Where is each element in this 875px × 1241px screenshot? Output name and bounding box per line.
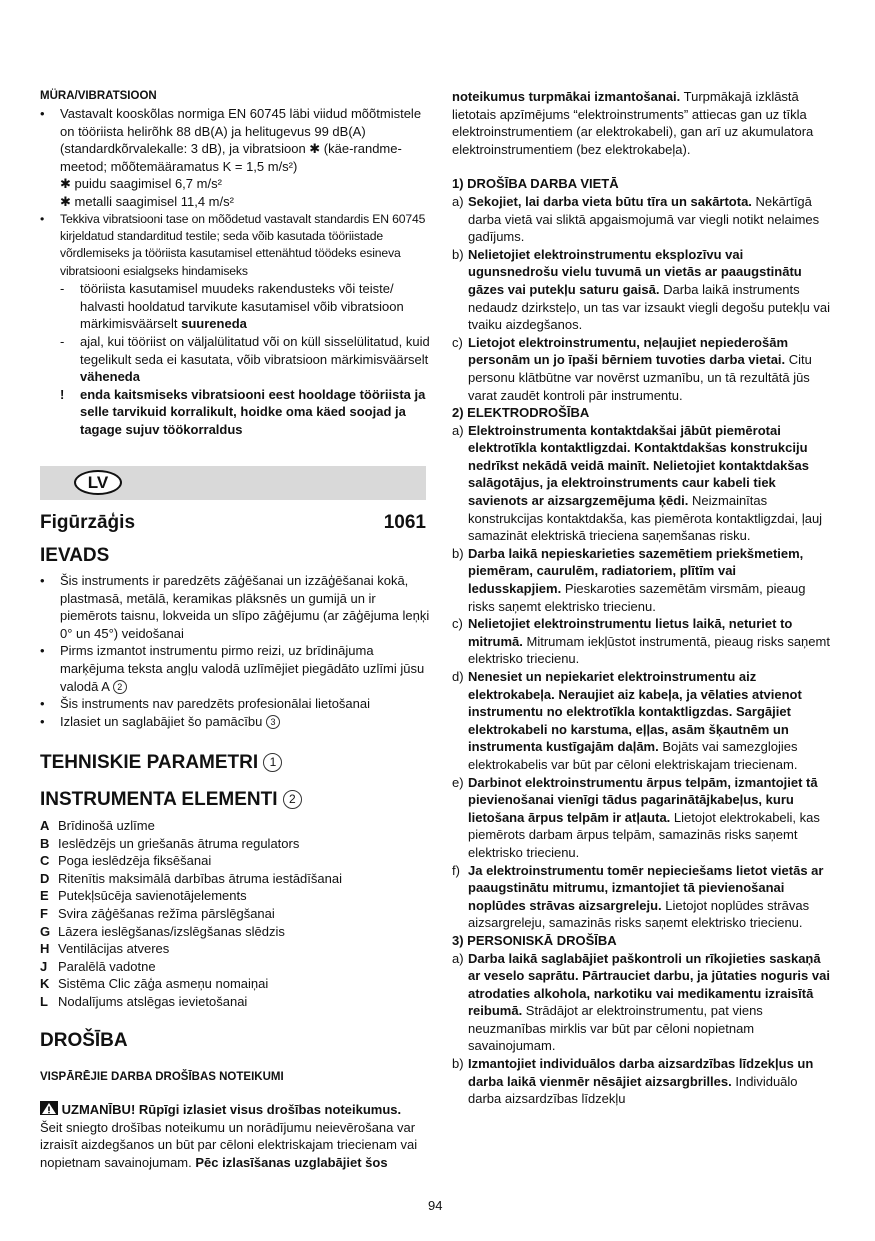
- rule-bold: Darba laikā saglabājiet paškontroli un rīkojieties saskaņā ar veselo saprātu. Pārtrauciet darbu, ja jūtaties noguris vai atrodaties alkohola, narkotiku vai medikamentu izraisītā reibumā.: [468, 950, 830, 1019]
- element-label: Paralēlā vadotne: [58, 958, 156, 974]
- tech-params-title: TEHNISKIE PARAMETRI 1: [40, 751, 282, 775]
- element-item: [40, 870, 430, 888]
- rule-item: [452, 615, 832, 668]
- rule-text: [468, 193, 832, 246]
- rule-body: Lietojot noplūdes strāvas aizsargreleju, samazinās risks saņemt elektrisko triecienu.: [468, 897, 810, 931]
- rule-bold: Nenesiet un nepiekariet elektroinstrumentu aiz elektrokabeļa. Neraujiet aiz kabeļa, ja vēlaties atvienot instrumentu no elektrotīkla kontaktligzdas. Sargājiet elektrokabeli no karstuma, eļļas, asām šķautnēm un instrumenta kustīgajām daļām.: [468, 669, 802, 755]
- rule-bold: Darba laikā nepieskarieties sazemētiem priekšmetiem, piemēram, caurulēm, radiatoriem, plītīm vai ledusskapjiem.: [468, 545, 804, 597]
- bullet: •: [40, 696, 45, 712]
- element-key: J: [40, 958, 48, 974]
- rule-body: Lietojot elektrokabeli, kas piemērots darbam ārpus telpām, samazinās risks saņemt elektrisko triecienu.: [468, 809, 820, 860]
- rule-mark: d): [452, 669, 464, 684]
- right-column: [452, 88, 832, 1108]
- rule-item: [452, 545, 832, 615]
- element-label: Putekļsūcēja savienotājelements: [58, 888, 247, 904]
- list-item-label: Šis instruments ir paredzēts zāģēšanai un izzāģēšanai kokā, plastmasā, metālā, keramikas plāksnēs un gumijā un ir piemērots taisnu, lokveida un slīpo zāģējumu (ar zāģējuma leņķi 0° un 45°) veidošanai: [60, 573, 430, 641]
- rule-text: [468, 668, 832, 774]
- rule-body: Neizmainītas konstrukcijas kontaktdakša, kas piemērota kontaktligzdai, ļauj samazināt elektriskā trieciena saņemšanas risku.: [468, 493, 823, 544]
- list-item: [40, 105, 430, 175]
- rule-body: Nekārtīgā darba vietā vai sliktā apgaismojumā var viegli notikt nelaimes gadījums.: [468, 193, 820, 245]
- rule-bold: Izmantojiet individuālos darba aizsardzības līdzekļus un darba laikā vienmēr nēsājiet aizsargbrilles.: [468, 1056, 814, 1089]
- rule-bold: Elektroinstrumenta kontaktdakšai jābūt piemērotai elektrotīkla kontaktligzdai. Kontaktdakšas konstrukciju nedrīkst nekādā veidā mainīt. Nelietojiet kontaktdakšas salāgotājus, ja elektroinstruments caur kabeli tiek savienots ar aizsargzemējuma ķēdi.: [468, 422, 810, 509]
- language-badge: LV: [74, 470, 122, 495]
- figure-ref: 1: [263, 753, 282, 772]
- rule-mark: a): [452, 950, 464, 966]
- element-label: Brīdinošā uzlīme: [58, 818, 155, 833]
- product-number: 1061: [383, 512, 426, 533]
- rule-mark: b): [452, 545, 464, 561]
- list-item-text: [60, 713, 430, 731]
- list-item: - ajal, kui tööriist on väljalülitatud või on küll sisselülitatud, kuid tegelikult seda ei kasutata, võib vibratsioon märkimisväärselt väheneda: [60, 333, 430, 385]
- element-key: E: [40, 888, 49, 904]
- section-title: 3) PERSONISKĀ DROŠĪBA: [452, 932, 617, 948]
- rule-body: Bojāts vai samezglojies elektrokabelis var būt par cēloni elektriskajam triecienam.: [468, 739, 798, 772]
- intro-list: [40, 572, 430, 730]
- bullet: •: [40, 211, 45, 226]
- rule-text: [468, 422, 832, 545]
- bullet: •: [40, 573, 45, 588]
- element-key: L: [40, 993, 48, 1009]
- noise-text: Vastavalt kooskõlas normiga EN 60745 läbi viidud mõõtmistele on tööriista helirõhk 88 dB(A) ja helitugevus 99 dB(A) (standardkõrvalekalle: 3 dB), ja vibratsioon ✱ (käe-randme-meetod; mõõtemääramatus K = 1,5 m/s²): [60, 106, 422, 174]
- rule-text: [468, 950, 832, 1056]
- rule-bold: Sekojiet, lai darba vieta būtu tīra un sakārtota.: [468, 193, 752, 209]
- rule-mark: c): [452, 334, 463, 350]
- safety-sections: [452, 175, 832, 1107]
- rule-item: [452, 334, 832, 404]
- list-item-label: Izlasiet un saglabājiet šo pamācību: [60, 713, 266, 729]
- list-item: [40, 572, 430, 642]
- element-item: [40, 958, 430, 976]
- rule-body: Strādājot ar elektroinstrumentu, pat viens neuzmanības mirklis var būt par cēloni nopietnam savainojumam.: [468, 1003, 763, 1054]
- list-item-text: [60, 695, 430, 713]
- rule-bold: Nelietojiet elektroinstrumentu eksplozīvu vai ugunsnedrošu vielu tuvumā un vietās ar paaugstinātu gāzes vai putekļu saturu gaisā.: [468, 246, 802, 297]
- noise-title: MÜRA/VIBRATSIOON: [40, 90, 157, 102]
- rule-text: [468, 615, 832, 668]
- figure-ref: 3: [266, 715, 280, 729]
- element-label: Ieslēdzējs un griešanās ātruma regulators: [58, 835, 300, 851]
- element-key: A: [40, 818, 50, 833]
- element-item: [40, 887, 430, 905]
- element-key: H: [40, 941, 50, 957]
- rule-text: [468, 545, 832, 615]
- bullet: •: [40, 713, 45, 729]
- vibration-text: Tekkiva vibratsiooni tase on mõõdetud vastavalt standardis EN 60745 kirjeldatud standarditud testile; seda võib kasutada tööriistade võrdlemiseks ja tööriista kasutamisel ettenähtud töödeks esineva vibratsiooni esialgseks hindamiseks: [60, 211, 426, 278]
- element-item: [40, 835, 430, 853]
- elements-title: INSTRUMENTA ELEMENTI 2: [40, 788, 302, 812]
- element-label: Sistēma Clic zāģa asmeņu nomaiņai: [58, 976, 269, 992]
- rule-text: [468, 862, 832, 932]
- element-item: [40, 975, 430, 993]
- bullet: •: [40, 106, 45, 121]
- rule-item: [452, 862, 832, 932]
- list-item-text: [60, 642, 430, 695]
- rule-item: [452, 950, 832, 1056]
- figure-ref: 2: [283, 790, 302, 809]
- rule-body: Pieskaroties sazemētām virsmām, pieaug risks saņemt elektrisko triecienu.: [468, 581, 806, 614]
- warning-icon: [40, 1102, 58, 1117]
- intro-continuation: noteikumus turpmākai izmantošanai. Turpmākajā izklāstā lietotais apzīmējums “elektroinstruments” attiecas gan uz tīkla elektroinstrumentiem (ar elektrokabeli), gan arī uz akumulatora elektroinstrumentiem (bez elektrokabeļa).: [452, 89, 814, 157]
- page-number: 94: [428, 1198, 443, 1213]
- rule-mark: a): [452, 422, 464, 438]
- exclamation-icon: !: [60, 386, 65, 402]
- element-key: C: [40, 853, 50, 869]
- product-header: [40, 511, 426, 535]
- rule-item: [452, 668, 832, 774]
- rule-mark: a): [452, 193, 464, 209]
- product-name: Figūrzāģis: [40, 512, 136, 533]
- rule-body: Mitrumam iekļūstot instrumentā, pieaug risks saņemt elektrisko triecienu.: [468, 633, 830, 667]
- language-band: [40, 466, 426, 500]
- element-item: [40, 817, 430, 835]
- intro-title: IEVADS: [40, 545, 110, 566]
- rule-item: [452, 774, 832, 862]
- rule-mark: b): [452, 246, 464, 262]
- element-key: D: [40, 870, 50, 886]
- element-label: Ritenītis maksimālā darbības ātruma iestādīšanai: [58, 870, 342, 886]
- rule-item: [452, 1055, 832, 1108]
- element-label: Svira zāģēšanas režīma pārslēgšanai: [58, 905, 275, 921]
- element-label: Lāzera ieslēgšanas/izslēgšanas slēdzis: [58, 923, 285, 939]
- rule-body: Citu personu klātbūtne var novērst uzmanību, un tā rezultātā jūs varat zaudēt kontroli pār instrumentu.: [468, 352, 812, 403]
- rule-text: [468, 774, 832, 862]
- rule-mark: b): [452, 1056, 464, 1072]
- rule-text: [468, 246, 832, 334]
- list-item: [40, 211, 430, 281]
- rule-item: [452, 422, 832, 545]
- element-label: Poga ieslēdzēja fiksēšanai: [58, 853, 212, 869]
- warning-paragraph: UZMANĪBU! Rūpīgi izlasiet visus drošības noteikumus. Šeit sniegto drošības noteikumu un norādījumu neievērošana var izraisīt aizdegšanos un būt par cēloni elektriskajam triecienam vai nopietnam savainojumam. Pēc izlasīšanas uzglabājiet šos: [40, 1102, 418, 1170]
- general-rules-title: VISPĀRĒJIE DARBA DROŠĪBAS NOTEIKUMI: [40, 1071, 284, 1083]
- rule-mark: e): [452, 774, 464, 790]
- element-item: [40, 923, 430, 941]
- bullet: •: [40, 643, 45, 659]
- section-title: 2) ELEKTRODROŠĪBA: [452, 405, 590, 421]
- element-key: F: [40, 905, 48, 921]
- elements-list: [40, 817, 430, 1011]
- section-title: 1) DROŠĪBA DARBA VIETĀ: [452, 176, 619, 192]
- noise-star-metal: ✱ metalli saagimisel 11,4 m/s²: [60, 193, 234, 209]
- list-item: [40, 695, 430, 713]
- safety-title: DROŠĪBA: [40, 1030, 128, 1051]
- caution-note: ! enda kaitsmiseks vibratsiooni eest hooldage tööriista ja selle tarvikuid korralikult, hoidke oma käed soojad ja tagage sujuv töökorraldus: [60, 386, 426, 437]
- element-key: G: [40, 923, 51, 939]
- list-item-text: [60, 572, 430, 642]
- rule-bold: Lietojot elektroinstrumentu, neļaujiet nepiederošām personām un jo īpaši bērniem tuvoties darba vietai.: [468, 334, 789, 368]
- element-key: K: [40, 976, 50, 992]
- intro-section: [40, 544, 430, 730]
- element-label: Nodalījums atslēgas ievietošanai: [58, 993, 248, 1009]
- rule-body: Darba laikā instruments nedaudz dzirksteļo, un tas var izsaukt viegli degošu putekļu vai tvaiku aizdegšanos.: [468, 281, 831, 333]
- element-item: [40, 852, 430, 870]
- rule-bold: Darbinot elektroinstrumentu ārpus telpām, izmantojiet tā pievienošanai vienīgi tādus pagarinātājkabeļus, kuru lietošana ārpus telpām ir atļauta.: [468, 774, 818, 825]
- element-item: [40, 905, 430, 923]
- list-item-label: Šis instruments nav paredzēts profesionālai lietošanai: [60, 696, 371, 712]
- rule-item: [452, 193, 832, 246]
- noise-star-wood: ✱ puidu saagimisel 6,7 m/s²: [60, 176, 222, 192]
- list-item: [40, 642, 430, 695]
- list-item: [40, 713, 430, 731]
- rule-item: [452, 246, 832, 334]
- noise-vibration-section: [40, 88, 430, 439]
- rule-bold: Ja elektroinstrumentu tomēr nepieciešams lietot vietās ar paaugstinātu mitrumu, izmantojiet tā pievienošanai noplūdes strāvas aizsargreleju.: [468, 862, 824, 913]
- rule-mark: f): [452, 862, 460, 878]
- rule-mark: c): [452, 616, 463, 632]
- list-item: - tööriista kasutamisel muudeks rakendusteks või teiste/ halvasti hooldatud tarvikute kasutamisel võib vibratsioon märkimisväärselt suureneda: [60, 281, 404, 332]
- rule-bold: Nelietojiet elektroinstrumentu lietus laikā, neturiet to mitrumā.: [468, 616, 793, 649]
- element-label: Ventilācijas atveres: [58, 941, 170, 957]
- figure-ref: 2: [113, 680, 127, 694]
- rule-text: [468, 1055, 832, 1108]
- element-item: [40, 993, 430, 1011]
- rule-body: Individuālo darba aizsardzības līdzekļu: [468, 1073, 798, 1107]
- list-item-label: Pirms izmantot instrumentu pirmo reizi, uz brīdinājuma marķējuma teksta angļu valodā uzlīmējiet piegādāto uzlīmi jūsu valodā A: [60, 643, 425, 694]
- element-item: [40, 940, 430, 958]
- element-key: B: [40, 835, 50, 851]
- rule-text: [468, 334, 832, 404]
